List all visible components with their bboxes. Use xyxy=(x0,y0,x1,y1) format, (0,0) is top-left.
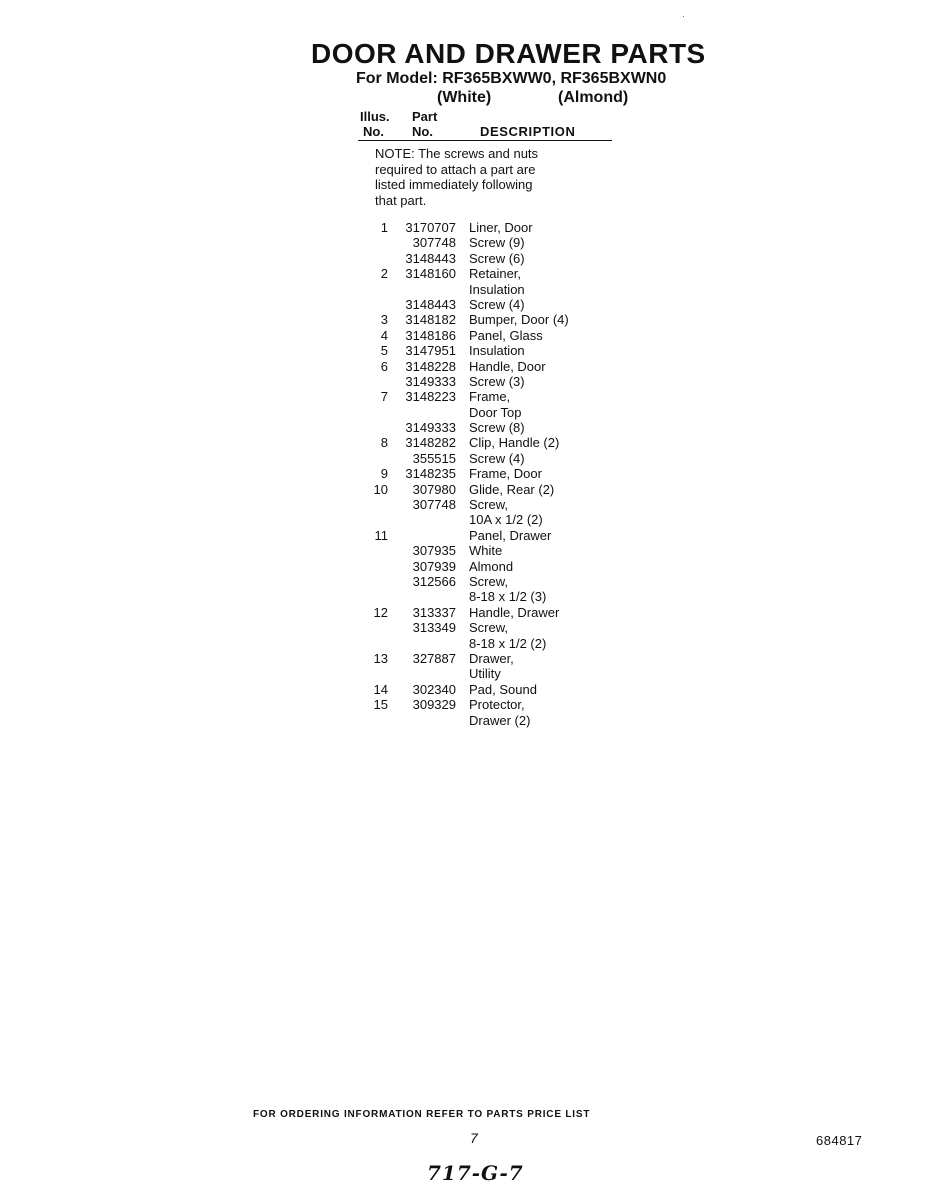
parts-row xyxy=(358,497,618,512)
illus-number: 3 xyxy=(380,312,388,328)
illus-number: 14 xyxy=(373,681,388,697)
ordering-note: FOR ORDERING INFORMATION REFER TO PARTS PRICE LIST xyxy=(253,1109,591,1120)
parts-table xyxy=(358,220,618,728)
illus-number: 7 xyxy=(380,389,388,405)
parts-row xyxy=(358,605,618,620)
part-description: Handle, Drawer xyxy=(469,604,560,620)
note-block xyxy=(375,146,585,208)
parts-row xyxy=(358,343,618,358)
parts-row xyxy=(358,282,618,297)
parts-row xyxy=(358,651,618,666)
part-number: 3148282 xyxy=(405,435,456,451)
header-rule xyxy=(358,140,612,141)
parts-row xyxy=(358,266,618,281)
part-description: Frame, Door xyxy=(469,466,542,482)
part-number: 3148235 xyxy=(405,466,456,482)
parts-row xyxy=(358,328,618,343)
parts-row xyxy=(358,451,618,466)
illus-number: 11 xyxy=(374,527,388,543)
part-number: 313337 xyxy=(412,604,456,620)
illus-number: 10 xyxy=(373,481,388,497)
part-description: 8-18 x 1/2 (2) xyxy=(469,635,547,651)
parts-row xyxy=(358,389,618,404)
part-number: 3148443 xyxy=(405,250,456,266)
illus-number: 4 xyxy=(380,327,388,343)
part-description: Retainer, xyxy=(469,266,522,282)
parts-row xyxy=(358,559,618,574)
illus-number: 5 xyxy=(380,343,388,359)
document-number: 684817 xyxy=(816,1133,863,1148)
part-description: White xyxy=(469,543,503,559)
part-number: 307748 xyxy=(412,497,456,513)
parts-row xyxy=(358,666,618,681)
parts-row xyxy=(358,589,618,604)
part-number: 3149333 xyxy=(405,373,456,389)
part-number: 312566 xyxy=(412,573,456,589)
header-illus-line2: No. xyxy=(363,124,384,139)
part-description: Door Top xyxy=(469,404,522,420)
part-number: 3170707 xyxy=(405,220,456,235)
parts-row xyxy=(358,435,618,450)
part-description: Clip, Handle (2) xyxy=(469,435,560,451)
model-line: For Model: RF365BXWW0, RF365BXWN0 xyxy=(356,70,667,87)
parts-row xyxy=(358,220,618,235)
header-illus-line1: Illus. xyxy=(360,109,390,124)
parts-row xyxy=(358,312,618,327)
part-number: 307935 xyxy=(412,543,456,559)
part-number: 3148223 xyxy=(405,389,456,405)
part-description: Screw (4) xyxy=(469,450,525,466)
part-description: Screw, xyxy=(469,497,509,513)
page-number: 7 xyxy=(470,1130,478,1146)
handwritten-code: 717-G-7 xyxy=(427,1161,524,1185)
part-description: Drawer, xyxy=(469,650,514,666)
parts-row xyxy=(358,682,618,697)
part-description: Screw (8) xyxy=(469,420,525,436)
parts-row xyxy=(358,235,618,250)
parts-row xyxy=(358,528,618,543)
illus-number: 8 xyxy=(380,435,388,451)
part-description: Screw, xyxy=(469,620,509,636)
part-description: Handle, Door xyxy=(469,358,546,374)
header-part-line2: No. xyxy=(412,124,433,139)
part-description: Liner, Door xyxy=(469,220,533,235)
part-number: 313349 xyxy=(412,620,456,636)
note-line: NOTE: The screws and nuts xyxy=(375,146,539,161)
part-description: Screw (3) xyxy=(469,373,525,389)
part-description: 8-18 x 1/2 (3) xyxy=(469,589,547,605)
part-number: 3149333 xyxy=(405,420,456,436)
color-label-white: (White) xyxy=(437,89,492,106)
part-description: Screw (4) xyxy=(469,296,525,312)
part-description: Drawer (2) xyxy=(469,712,531,728)
illus-number: 1 xyxy=(380,220,388,235)
parts-row xyxy=(358,466,618,481)
illus-number: 13 xyxy=(373,650,388,666)
header-part-line1: Part xyxy=(412,109,438,124)
part-description: Panel, Drawer xyxy=(469,527,552,543)
part-number: 307748 xyxy=(412,235,456,251)
part-description: Glide, Rear (2) xyxy=(469,481,555,497)
parts-row xyxy=(358,713,618,728)
part-number: 302340 xyxy=(412,681,456,697)
part-number: 307939 xyxy=(412,558,456,574)
illus-number: 9 xyxy=(380,466,388,482)
part-description: Bumper, Door (4) xyxy=(469,312,569,328)
parts-row xyxy=(358,620,618,635)
parts-row xyxy=(358,420,618,435)
part-description: Panel, Glass xyxy=(469,327,543,343)
part-number: 3147951 xyxy=(405,343,456,359)
part-number: 3148160 xyxy=(405,266,456,282)
scan-speck xyxy=(683,16,684,17)
parts-row xyxy=(358,697,618,712)
part-description: Screw, xyxy=(469,573,509,589)
part-description: Screw (9) xyxy=(469,235,525,251)
part-description: Screw (6) xyxy=(469,250,525,266)
part-number: 355515 xyxy=(412,450,456,466)
parts-row xyxy=(358,297,618,312)
illus-number: 12 xyxy=(373,604,388,620)
note-line: listed immediately following xyxy=(375,177,533,192)
parts-row xyxy=(358,636,618,651)
part-number: 309329 xyxy=(412,697,456,713)
note-line: required to attach a part are xyxy=(375,161,536,177)
parts-row xyxy=(358,574,618,589)
page-title: DOOR AND DRAWER PARTS xyxy=(311,38,706,69)
part-description: 10A x 1/2 (2) xyxy=(469,512,543,528)
parts-row xyxy=(358,543,618,558)
header-description: DESCRIPTION xyxy=(480,124,576,139)
part-description: Utility xyxy=(469,666,501,682)
part-number: 3148443 xyxy=(405,296,456,312)
part-description: Insulation xyxy=(469,343,525,359)
part-number: 307980 xyxy=(412,481,456,497)
illus-number: 6 xyxy=(380,358,388,374)
part-number: 3148228 xyxy=(405,358,456,374)
part-number: 327887 xyxy=(412,650,456,666)
parts-row xyxy=(358,359,618,374)
note-line: that part. xyxy=(375,192,427,208)
parts-row xyxy=(358,405,618,420)
part-description: Insulation xyxy=(469,281,525,297)
parts-row xyxy=(358,512,618,527)
parts-row xyxy=(358,374,618,389)
illus-number: 2 xyxy=(380,266,388,282)
color-label-almond: (Almond) xyxy=(558,89,629,106)
parts-row xyxy=(358,482,618,497)
parts-row xyxy=(358,251,618,266)
part-number: 3148186 xyxy=(405,327,456,343)
illus-number: 15 xyxy=(373,697,388,713)
part-description: Protector, xyxy=(469,697,525,713)
part-description: Frame, xyxy=(469,389,511,405)
part-description: Almond xyxy=(469,558,514,574)
part-number: 3148182 xyxy=(405,312,456,328)
part-description: Pad, Sound xyxy=(469,681,537,697)
